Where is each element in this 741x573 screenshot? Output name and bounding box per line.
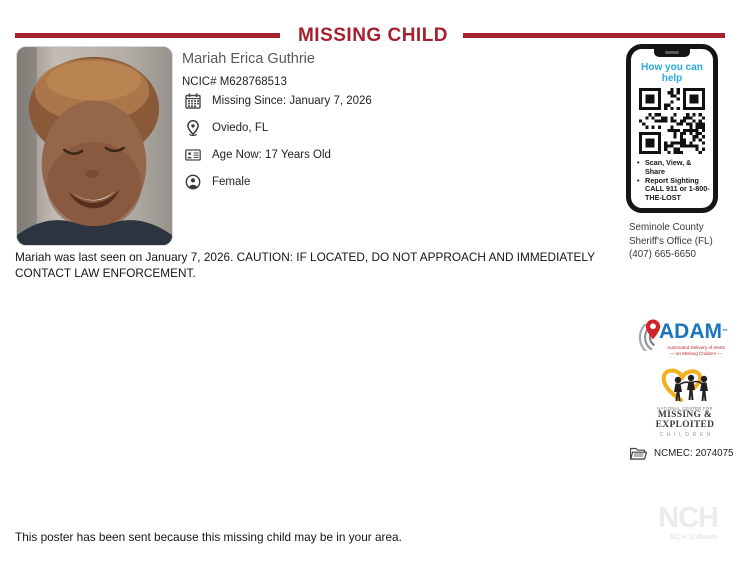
- ncmec-line2: MISSING &: [657, 410, 713, 420]
- folder-icon: [630, 447, 647, 460]
- detail-age: Age Now: 17 Years Old: [212, 149, 331, 161]
- ncmec-line3: EXPLOITED: [655, 419, 715, 430]
- ncmec-case-number: NCMEC: 2074075: [654, 448, 734, 459]
- subject-name: Mariah Erica Guthrie: [182, 51, 315, 67]
- agency-line1: Seminole County: [629, 222, 704, 233]
- bullet-scan-share: [637, 159, 710, 177]
- qr-code: [639, 88, 705, 154]
- calendar-icon: [185, 93, 201, 109]
- agency-line2: Sheriff's Office (FL): [629, 235, 713, 247]
- detail-location: Oviedo, FL: [212, 122, 269, 134]
- agency-phone: (407) 665-6650: [629, 249, 696, 260]
- help-bullets: [637, 159, 710, 203]
- nch-logo: NCH: [658, 502, 718, 534]
- bullet-dot: •: [637, 158, 640, 167]
- poster-footer-note: This poster has been sent because this missing child may be in your area.: [15, 530, 402, 544]
- nch-watermark: [652, 504, 718, 541]
- person-icon: [185, 174, 201, 190]
- agency-contact: [629, 221, 713, 262]
- case-number-row: [630, 447, 734, 460]
- ncmec-logo: [645, 365, 725, 438]
- detail-sex: Female: [212, 176, 251, 188]
- nch-software-label: NCH Software: [670, 532, 718, 541]
- detail-row-location: [185, 120, 372, 136]
- phone-notch: [654, 48, 690, 57]
- detail-row-age: [185, 147, 372, 163]
- help-heading: How you can help: [641, 62, 703, 84]
- detail-list: [185, 93, 372, 201]
- bullet-dot: •: [637, 175, 640, 185]
- caution-text: Mariah was last seen on January 7, 2026. CAUTION: IF LOCATED, DO NOT APPROACH AND IMMEDIATELY CONTACT LAW ENFORCEMENT.: [15, 250, 595, 280]
- adam-tagline-line2: — on Missing Children —: [669, 350, 723, 356]
- location-pin-icon: [185, 120, 201, 136]
- bullet-text: Scan, View, & Share: [645, 158, 692, 176]
- bullet-report-sighting: [637, 177, 710, 203]
- bullet-text: Report Sighting CALL 911 or 1-800-THE-LOST: [645, 175, 710, 203]
- header-rule-left: [15, 33, 280, 38]
- ncic-number: NCIC# M628768513: [182, 76, 287, 88]
- ncmec-line1: NATIONAL CENTER FOR: [657, 406, 713, 411]
- phone-speaker: [665, 51, 679, 54]
- trademark-symbol: ™: [722, 329, 728, 335]
- detail-missing-since: Missing Since: January 7, 2026: [212, 95, 372, 107]
- adam-logo: [629, 319, 739, 363]
- ncmec-heart-children-icon: [656, 365, 714, 405]
- ncmec-line4: CHILDREN: [659, 431, 715, 438]
- phone-mockup: [626, 44, 718, 213]
- id-card-icon: [185, 147, 201, 163]
- subject-photo-image: [17, 47, 172, 245]
- adam-wordmark: ADAM™: [659, 320, 728, 343]
- header-rule-right: [463, 33, 725, 38]
- page-title: MISSING CHILD: [297, 25, 449, 46]
- subject-photo: [16, 46, 173, 246]
- detail-row-sex: [185, 174, 372, 190]
- adam-tagline: [655, 345, 737, 356]
- detail-row-missing-since: [185, 93, 372, 109]
- adam-tagline-line1: Automated Delivery of Alerts: [667, 345, 725, 350]
